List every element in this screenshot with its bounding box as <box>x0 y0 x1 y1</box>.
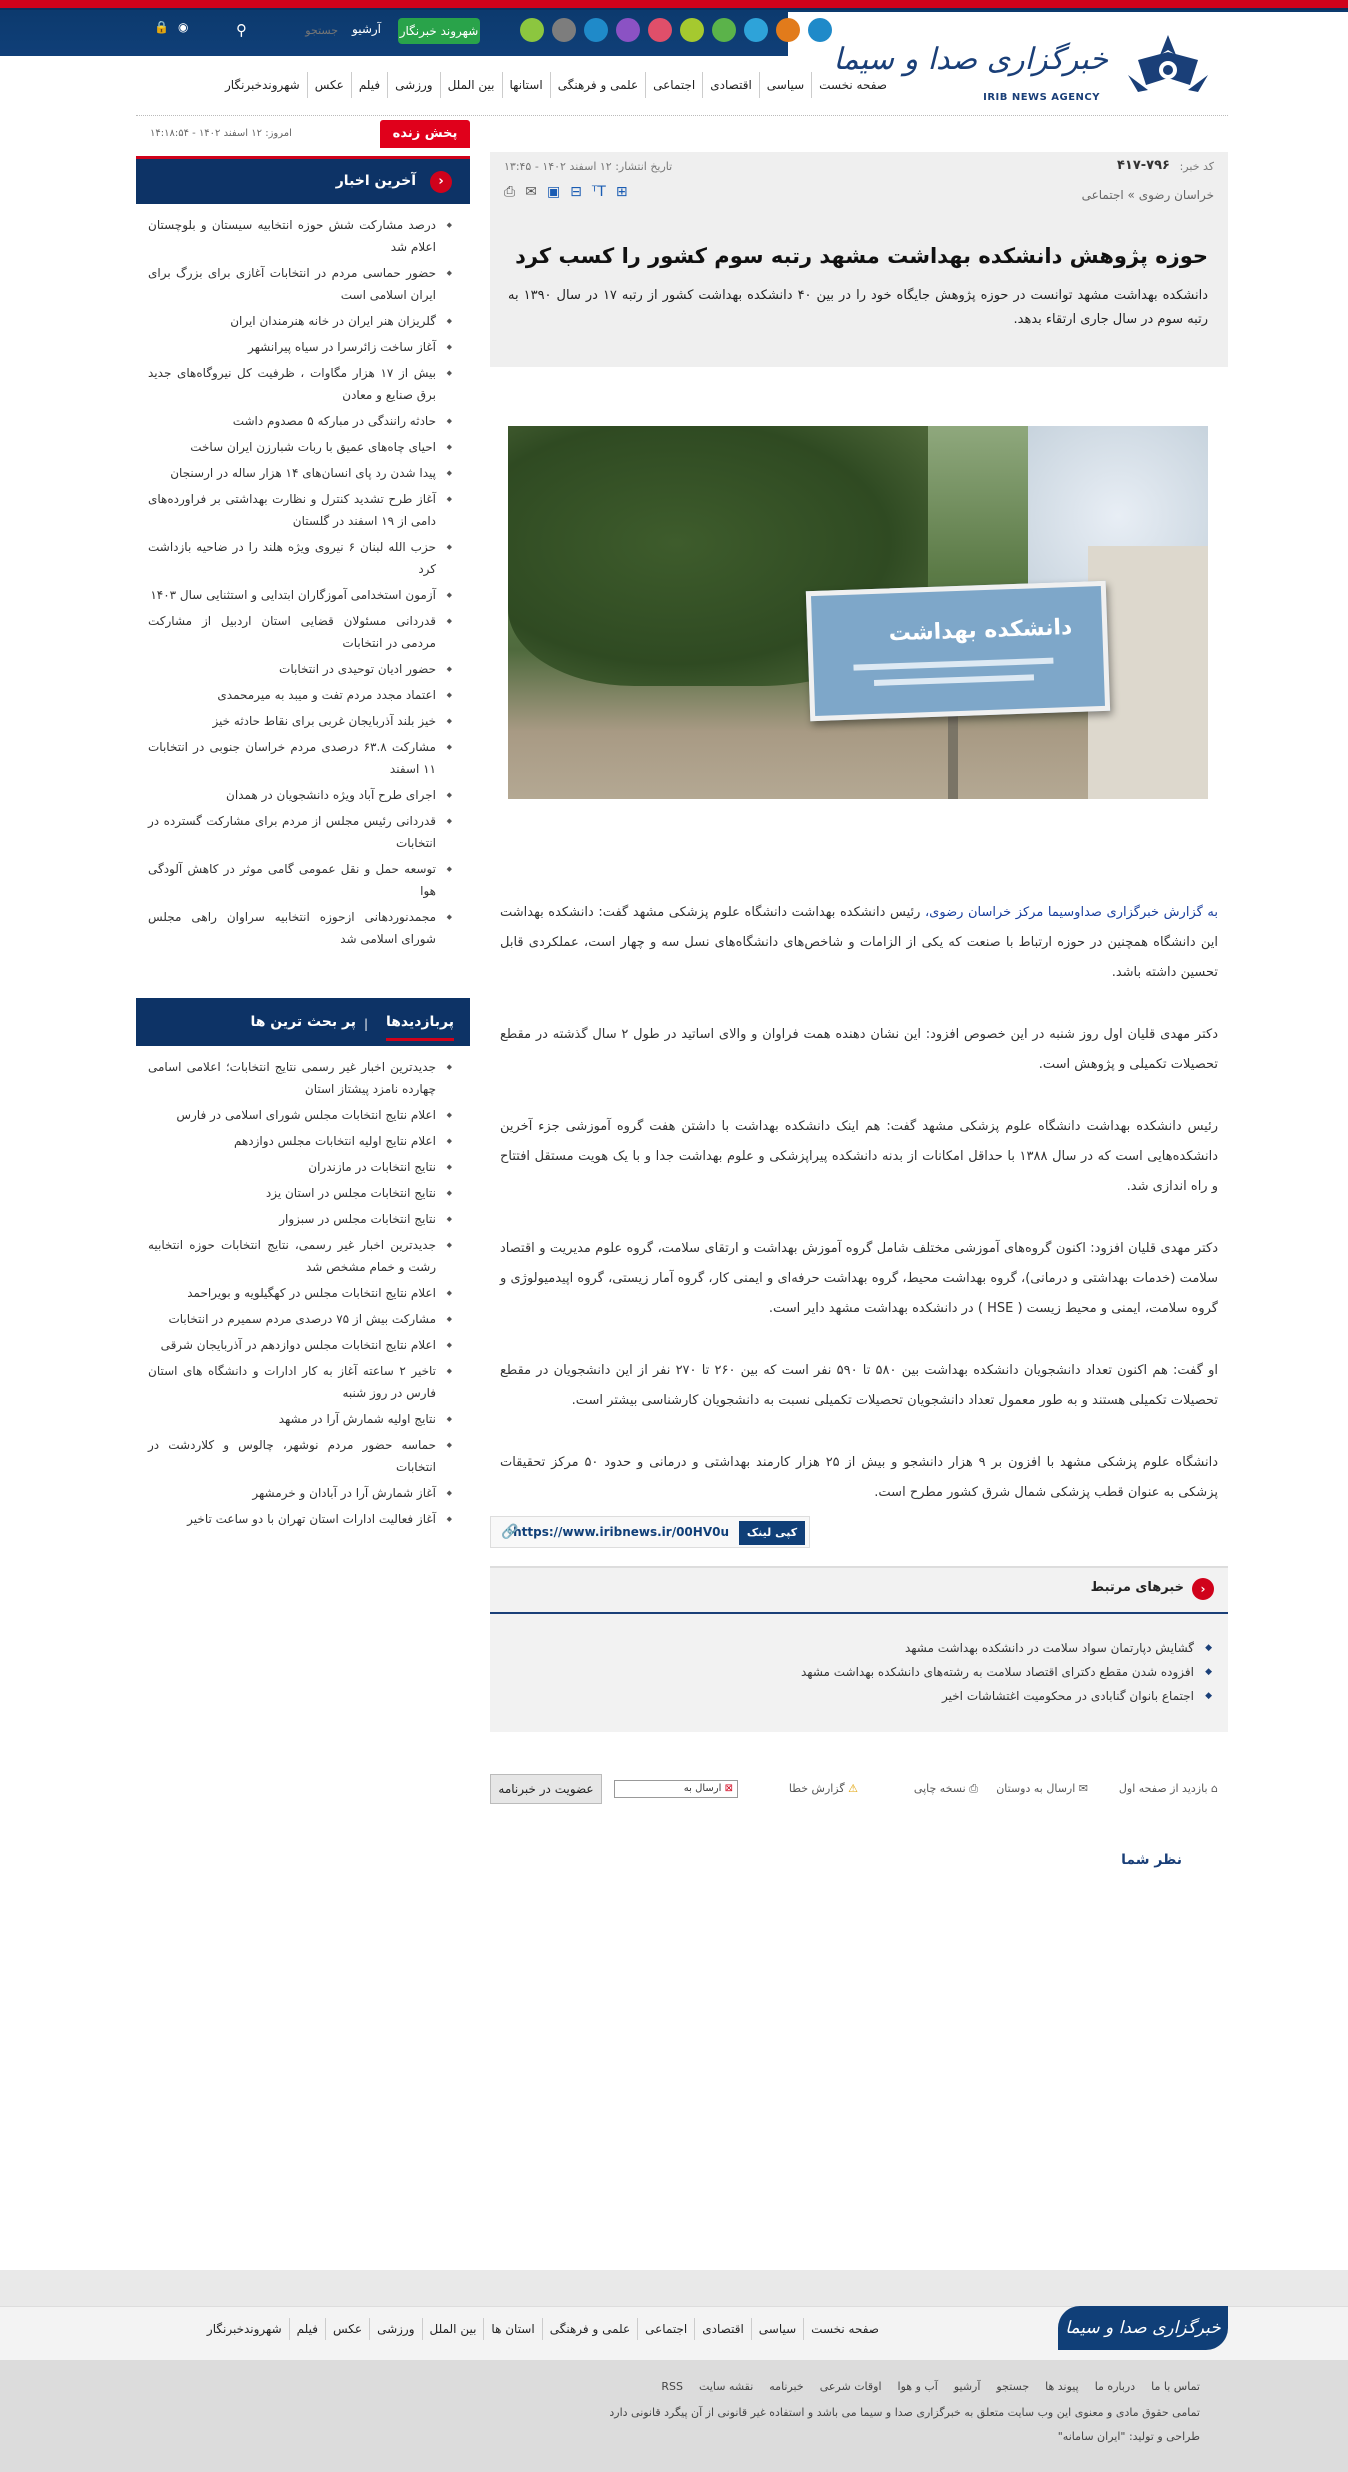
paragraph <box>500 898 1218 988</box>
article-title: حوزه پژوهش دانشکده بهداشت مشهد رتبه سوم کشور را کسب کرد <box>515 244 1208 268</box>
article-body <box>500 898 1218 1540</box>
footer-nav-provinces[interactable]: استان ها <box>483 2318 541 2340</box>
list-item[interactable]: ◆ قدردانی رئیس مجلس از مردم برای مشارکت گسترده در انتخابات <box>148 810 452 854</box>
today-date: امروز: ۱۲ اسفند ۱۴۰۲ - ۱۴:۱۸:۵۴ <box>150 128 292 139</box>
list-item[interactable]: ◆ تاخیر ۲ ساعته آغاز به کار ادارات و دانشگاه های استان فارس در روز شنبه <box>148 1360 452 1404</box>
nav-politics[interactable]: سیاسی <box>759 72 811 98</box>
citizen-reporter-button[interactable]: شهروند خبرنگار <box>398 18 480 44</box>
tab-separator: | <box>363 1017 368 1031</box>
footer-logo[interactable]: خبرگزاری صدا و سیما <box>1058 2306 1228 2350</box>
list-item[interactable]: ◆ پیدا شدن رد پای انسان‌های ۱۴ هزار ساله در ارسنجان <box>148 462 452 484</box>
article-tools <box>504 184 628 200</box>
nav-film[interactable]: فیلم <box>351 72 387 98</box>
list-item[interactable]: ◆ احیای چاه‌های عمیق با ربات شبارزن ایران ساخت <box>148 436 452 458</box>
list-item[interactable]: ◆ جدیدترین اخبار غیر رسمی، نتایج انتخابات حوزه انتخابیه رشت و خمام مشخص شد <box>148 1234 452 1278</box>
most-viewed-list <box>136 1046 470 1530</box>
homepage-visit-label: بازدید از صفحه اول <box>1118 1782 1208 1795</box>
footer-nav-film[interactable]: فیلم <box>289 2318 325 2340</box>
chevron-left-icon: ‹ <box>1192 1578 1214 1600</box>
report-error-link[interactable] <box>789 1782 858 1795</box>
logo-text: خبرگزاری صدا و سیما <box>833 42 1108 77</box>
footer-nav-politics[interactable]: سیاسی <box>751 2318 803 2340</box>
app-icon-7[interactable] <box>712 18 736 42</box>
list-item[interactable]: ◆ اعلام نتایج انتخابات مجلس شورای اسلامی در فارس <box>148 1104 452 1126</box>
app-icon-4[interactable] <box>616 18 640 42</box>
archive-link[interactable]: آرشیو <box>352 22 382 36</box>
rss-icon[interactable]: ◉ <box>178 20 189 34</box>
chevron-left-icon[interactable]: ‹ <box>430 171 452 193</box>
paragraph: او گفت: هم اکنون تعداد دانشجویان دانشکده بهداشت بین ۵۸۰ تا ۵۹۰ نفر است که بین ۲۶۰ تا ۲۷۰ نفر از این دانشجویان در مقطع تحصیلات تکمیلی هستند و به طور معمول تعداد دانشجویان تحصیلات تکمیلی نسبت به دانشجویان کارشناسی بیشتر است. <box>500 1363 1219 1408</box>
footer-nav-social[interactable]: اجتماعی <box>637 2318 694 2340</box>
list-item[interactable]: ◆ خیز بلند آذربایجان غربی برای نقاط حادثه خیز <box>148 710 452 732</box>
print-version-link[interactable] <box>914 1782 978 1796</box>
list-item[interactable]: ◆ حماسه حضور مردم نوشهر، چالوس و کلاردشت در انتخابات <box>148 1434 452 1478</box>
list-item[interactable]: ◆ گشایش دپارتمان سواد سلامت در دانشکده بهداشت مشهد <box>801 1636 1212 1660</box>
breadcrumb[interactable]: خراسان رضوی » اجتماعی <box>1081 188 1214 202</box>
print-icon[interactable]: ⎙ <box>504 184 516 200</box>
print-icon: ⎙ <box>969 1782 978 1795</box>
newsletter-subscribe-button[interactable]: عضویت در خبرنامه <box>490 1774 602 1804</box>
related-divider <box>490 1612 1228 1614</box>
photo-sign-post <box>948 716 958 799</box>
footer-link-links[interactable]: پیوند ها <box>1045 2380 1079 2393</box>
main-nav <box>218 72 894 98</box>
paragraph: دانشگاه علوم پزشکی مشهد با افزون بر ۹ هزار دانشجو و بیش از ۲۵ هزار کارمند بهداشتی و درمانی و حدود ۵۰ مرکز تحقیقات پزشکی به عنوان قطب پزشکی شمال شرق کشور مطرح است. <box>500 1455 1218 1500</box>
list-item[interactable]: ◆ افزوده شدن مقطع دکترای اقتصاد سلامت به رشته‌های دانشکده بهداشت مشهد <box>801 1660 1212 1684</box>
app-icon-5[interactable] <box>648 18 672 42</box>
paragraph-text: رئیس دانشکده بهداشت دانشگاه علوم پزشکی مشهد گفت: دانشکده بهداشت این دانشگاه همچنین در حوزه ارتباط با صنعت که یکی از الزامات و شاخص‌های دانشگاه‌های نسل سه و چهار است، عملکردی قابل تحسین داشته باشد. <box>500 905 1218 980</box>
short-link-box <box>490 1516 810 1548</box>
paragraph: رئیس دانشکده بهداشت دانشگاه علوم پزشکی مشهد گفت: هم اینک دانشکده بهداشت با داشتن هفت گروه آموزشی جزء آخرین دانشکده‌هایی است که در سال ۱۳۸۸ با حداقل امکانات از بدنه دانشکده پیراپزشکی و علوم بهداشت جدا و با یک هویت مستقل افتتاح و راه اندازی شد. <box>500 1119 1218 1194</box>
list-item[interactable]: ◆ آغاز شمارش آرا در آبادان و خرمشهر <box>148 1482 452 1504</box>
search-icon[interactable]: ⚲ <box>236 21 247 39</box>
print-label: نسخه چاپی <box>913 1782 966 1795</box>
article-photo <box>508 426 1208 799</box>
nav-photo[interactable]: عکس <box>307 72 351 98</box>
mail-icon[interactable]: ✉ <box>525 184 537 200</box>
article-actions <box>490 1774 1228 1806</box>
nav-sports[interactable]: ورزشی <box>387 72 439 98</box>
nav-social[interactable]: اجتماعی <box>645 72 702 98</box>
nav-provinces[interactable]: استانها <box>502 72 550 98</box>
footer-link-search[interactable]: جستجو <box>996 2380 1030 2393</box>
footer-nav-sports[interactable]: ورزشی <box>369 2318 421 2340</box>
footer-credit[interactable]: طراحی و تولید: "ایران سامانه" <box>1057 2430 1200 2443</box>
list-item[interactable]: ◆ نتایج اولیه شمارش آرا در مشهد <box>148 1408 452 1430</box>
app-icon-8[interactable] <box>744 18 768 42</box>
related-news-list <box>801 1636 1212 1708</box>
short-link-url[interactable]: https://www.iribnews.ir/00HV0u <box>513 1525 729 1539</box>
app-icon-6[interactable] <box>680 18 704 42</box>
nav-home[interactable]: صفحه نخست <box>811 72 894 98</box>
footer-link-sitemap[interactable]: نقشه سایت <box>699 2380 754 2393</box>
list-item[interactable]: ◆ نتایج انتخابات مجلس در سبزوار <box>148 1208 452 1230</box>
mail-icon: ✉ <box>1078 1782 1088 1795</box>
list-item[interactable]: ◆ اجرای طرح آباد ویژه دانشجویان در همدان <box>148 784 452 806</box>
list-item[interactable]: ◆ نتایج انتخابات در مازندران <box>148 1156 452 1178</box>
list-item[interactable]: ◆ توسعه حمل و نقل عمومی گامی موثر در کاهش آلودگی هوا <box>148 858 452 902</box>
photo-sign-subline-2 <box>874 674 1034 686</box>
paragraph: دکتر مهدی قلیان افزود: اکنون گروه‌های آموزشی مختلف شامل گروه آموزش بهداشت و ارتقای سلامت، گروه علوم مدیریت و اقتصاد سلامت (خدمات بهداشتی و درمانی)، گروه بهداشت محیط، گروه بهداشت حرفه‌ای و ایمنی کار، گروه آمار زیستی، گروه اپیدمیولوژی و گروه سلامت، ایمنی و محیط زیست ( HSE ) در دانشکده بهداشت مشهد دایر است. <box>500 1241 1218 1316</box>
footer-nav <box>200 2318 886 2340</box>
related-news-header <box>1091 1580 1214 1595</box>
nav-science-culture[interactable]: علمی و فرهنگی <box>550 72 645 98</box>
share-label: ارسال به <box>683 1783 722 1794</box>
font-size-icon[interactable]: ᵀT <box>591 184 606 200</box>
share-icon: ⊠ <box>724 1783 733 1794</box>
list-item[interactable]: ◆ اعتماد مجدد مردم تفت و میبد به میرمحمدی <box>148 684 452 706</box>
article-header-box <box>490 152 1228 367</box>
live-button[interactable]: پخش زنده <box>380 120 470 148</box>
footer-links <box>661 2380 1200 2393</box>
latest-news-list <box>136 204 470 950</box>
publish-date: تاریخ انتشار: ۱۲ اسفند ۱۴۰۲ - ۱۳:۴۵ <box>504 160 673 173</box>
most-viewed-panel <box>136 998 470 1534</box>
list-item[interactable]: ◆ حادثه رانندگی در مبارکه ۵ مصدوم داشت <box>148 410 452 432</box>
source-link[interactable]: به گزارش خبرگزاری صداوسیما مرکز خراسان رضوی، <box>924 905 1218 920</box>
home-icon: ⌂ <box>1211 1782 1218 1795</box>
app-icon-10[interactable] <box>808 18 832 42</box>
logo-subtitle: IRIB NEWS AGENCY <box>983 92 1100 103</box>
search-input[interactable] <box>258 18 338 42</box>
app-icon-9[interactable] <box>776 18 800 42</box>
list-item[interactable]: ◆ اجتماع بانوان گنابادی در محکومیت اغتشاشات اخیر <box>801 1684 1212 1708</box>
footer-link-rss[interactable]: RSS <box>661 2380 684 2393</box>
list-item[interactable]: ◆ حضور حماسی مردم در انتخابات آغازی برای بزرگ برای ایران اسلامی است <box>148 262 452 306</box>
send-friends-label: ارسال به دوستان <box>996 1782 1076 1795</box>
news-code-value: ۴۱۷-۷۹۶ <box>1116 158 1170 173</box>
related-news-title: خبرهای مرتبط <box>1090 1580 1184 1595</box>
photo-sign-subline <box>853 658 1053 671</box>
nav-citizen-reporter[interactable]: شهروندخبرنگار <box>225 78 300 92</box>
footer-nav-economy[interactable]: اقتصادی <box>694 2318 751 2340</box>
list-item[interactable]: ◆ گلریزان هنر ایران در خانه هنرمندان ایران <box>148 310 452 332</box>
footer-link-newsletter[interactable]: خبرنامه <box>769 2380 804 2393</box>
list-item[interactable]: ◆ اعلام نتایج انتخابات مجلس دوازدهم در آذربایجان شرقی <box>148 1334 452 1356</box>
list-item[interactable]: ◆ مشارکت بیش از ۷۵ درصدی مردم سمیرم در انتخابات <box>148 1308 452 1330</box>
photo-sign <box>806 581 1110 721</box>
latest-news-title: آخرین اخبار <box>335 173 416 189</box>
list-item[interactable]: ◆ اعلام نتایج اولیه انتخابات مجلس دوازدهم <box>148 1130 452 1152</box>
list-item[interactable]: ◆ بیش از ۱۷ هزار مگاوات ، ظرفیت کل نیروگاه‌های جدید برق صنایع و معادن <box>148 362 452 406</box>
footer-link-prayer-times[interactable]: اوقات شرعی <box>819 2380 882 2393</box>
app-icons <box>520 18 832 44</box>
footer-link-about[interactable]: درباره ما <box>1094 2380 1136 2393</box>
article-lead: دانشکده بهداشت مشهد توانست در حوزه پژوهش جایگاه خود را در بین ۴۰ دانشکده بهداشت کشور از رتبه ۱۷ در سال ۱۳۹۰ به رتبه سوم در سال جاری ارتقاء بدهد. <box>508 288 1209 327</box>
lock-icon[interactable]: 🔒 <box>154 20 169 34</box>
footer-bottom <box>0 2360 1348 2472</box>
list-item[interactable]: ◆ درصد مشارکت شش حوزه انتخابیه سیستان و بلوچستان اعلام شد <box>148 214 452 258</box>
tab-most-viewed[interactable]: پربازدیدها <box>386 1014 454 1041</box>
list-item[interactable]: ◆ اعلام نتایج انتخابات مجلس در کهگیلویه و بویراحمد <box>148 1282 452 1304</box>
send-to-friends-link[interactable] <box>996 1782 1088 1795</box>
news-code-label: کد خبر: <box>1179 160 1214 173</box>
footer-nav-international[interactable]: بین الملل <box>422 2318 484 2340</box>
most-viewed-tabs <box>136 998 470 1046</box>
list-item[interactable]: ◆ جدیدترین اخبار غیر رسمی نتایج انتخابات؛ اعلامی اسامی چهارده نامزد پیشتاز استان <box>148 1056 452 1100</box>
app-icon-3[interactable] <box>584 18 608 42</box>
comments-title: نظر شما <box>1121 1852 1182 1868</box>
top-red-strip <box>0 0 1348 8</box>
list-item[interactable]: ◆ حضور ادیان توحیدی در انتخابات <box>148 658 452 680</box>
share-dropdown[interactable] <box>614 1780 738 1798</box>
list-item[interactable]: ◆ آزمون استخدامی آموزگاران ابتدایی و استثنایی سال ۱۴۰۳ <box>148 584 452 606</box>
list-item[interactable]: ◆ قدردانی مسئولان قضایی استان اردبیل از مشارکت مردمی در انتخابات <box>148 610 452 654</box>
apple-app-icon[interactable] <box>552 18 576 42</box>
latest-news-panel <box>136 156 470 954</box>
footer-link-weather[interactable]: آب و هوا <box>897 2380 938 2393</box>
list-item[interactable]: ◆ مشارکت ۶۳.۸ درصدی مردم خراسان جنوبی در انتخابات ۱۱ اسفند <box>148 736 452 780</box>
footer-nav-science-culture[interactable]: علمی و فرهنگی <box>542 2318 637 2340</box>
nav-international[interactable]: بین الملل <box>440 72 502 98</box>
android-app-icon[interactable] <box>520 18 544 42</box>
footer-link-archive[interactable]: آرشیو <box>953 2380 981 2393</box>
footer-link-contact[interactable]: تماس با ما <box>1151 2380 1200 2393</box>
footer-nav-photo[interactable]: عکس <box>325 2318 369 2340</box>
save-icon[interactable]: ▣ <box>546 184 561 200</box>
list-item[interactable]: ◆ آغاز طرح تشدید کنترل و نظارت بهداشتی بر فراورده‌های دامی از ۱۹ اسفند در گلستان <box>148 488 452 532</box>
list-item[interactable]: ◆ مجمدنوردهانی ازحوزه انتخابیه سراوان راهی مجلس شورای اسلامی شد <box>148 906 452 950</box>
footer-strip <box>0 2270 1348 2306</box>
list-item[interactable]: ◆ آغاز فعالیت ادارات استان تهران با دو ساعت تاخیر <box>148 1508 452 1530</box>
nav-economy[interactable]: اقتصادی <box>702 72 759 98</box>
zoom-in-icon[interactable]: ⊞ <box>615 184 628 200</box>
irib-emblem-icon <box>1118 30 1218 100</box>
list-item[interactable]: ◆ حزب الله لبنان ۶ نیروی ویژه هلند را در ضاحیه بازداشت کرد <box>148 536 452 580</box>
paragraph: دکتر مهدی قلیان اول روز شنبه در این خصوص افزود: این نشان دهنده همت فراوان و والای اساتید در طول ۲ سال گذشته در مقطع تحصیلات تکمیلی و پژوهش است. <box>500 1027 1218 1072</box>
list-item[interactable]: ◆ نتایج انتخابات مجلس در استان یزد <box>148 1182 452 1204</box>
latest-news-header <box>136 156 470 204</box>
tab-most-discussed[interactable]: پر بحث ترین ها <box>250 1014 356 1030</box>
footer-nav-citizen-reporter[interactable]: شهروندخبرنگار <box>206 2322 282 2336</box>
list-item[interactable]: ◆ آغاز ساخت زائرسرا در سیاه پیرانشهر <box>148 336 452 358</box>
related-news <box>490 1566 1228 1732</box>
footer-nav-home[interactable]: صفحه نخست <box>803 2318 886 2340</box>
warning-icon: ⚠ <box>848 1782 858 1795</box>
nav-divider <box>136 115 1228 116</box>
photo-sign-text: دانشکده بهداشت <box>888 615 1073 647</box>
zoom-out-icon[interactable]: ⊟ <box>570 184 582 200</box>
link-icon[interactable]: 🔗 <box>501 1524 519 1540</box>
copy-link-button[interactable]: کپی لینک <box>739 1521 805 1545</box>
report-error-label: گزارش خطا <box>788 1782 845 1795</box>
homepage-visit-link[interactable] <box>1119 1782 1218 1795</box>
footer-copyright: تمامی حقوق مادی و معنوی این وب سایت متعلق به خبرگزاری صدا و سیما می باشد و استفاده غیر قانونی از آن پیگرد قانونی دارد <box>609 2406 1200 2419</box>
